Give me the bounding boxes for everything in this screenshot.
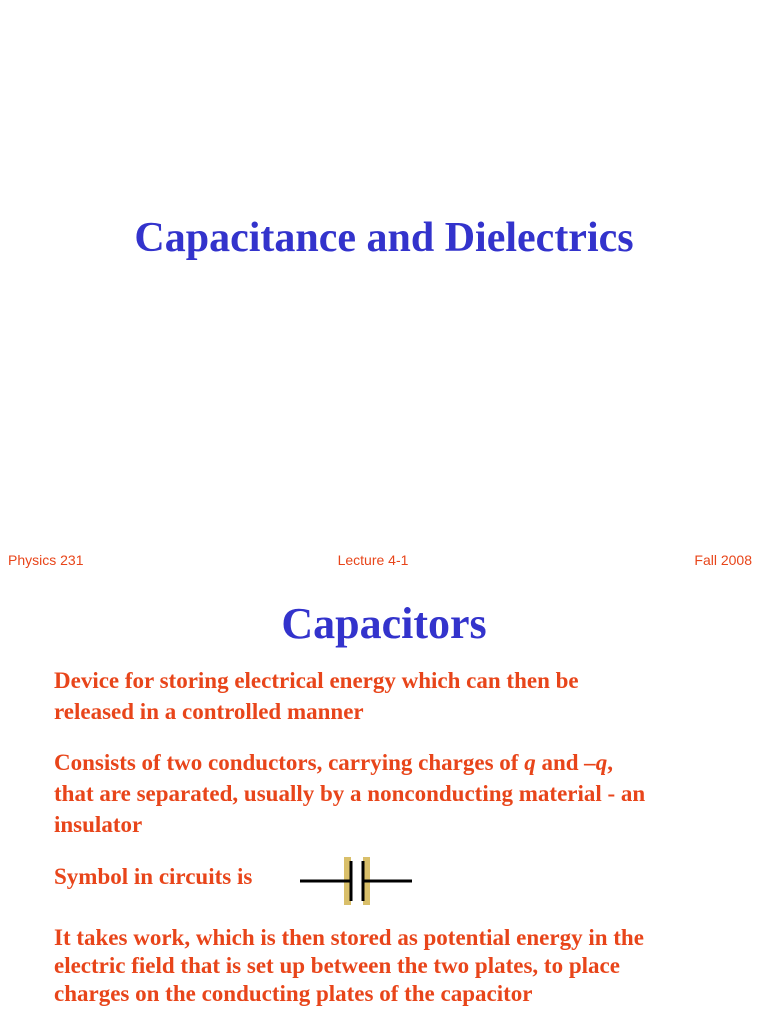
paragraph-work	[54, 924, 754, 1008]
section-title: Capacitors	[281, 599, 487, 648]
slide-title: Capacitance and Dielectrics	[134, 215, 634, 261]
paragraph-line: that are separated, usually by a nonconducting material - an	[54, 781, 646, 806]
footer-course: Physics 231	[8, 552, 84, 568]
paragraph-line: It takes work, which is then stored as potential energy in the	[54, 925, 644, 950]
charge-q: q	[524, 750, 536, 775]
paragraph-definition	[54, 665, 754, 727]
capacitor-symbol-icon	[298, 855, 414, 907]
paragraph-line: released in a controlled manner	[54, 699, 364, 724]
paragraph-line: insulator	[54, 812, 143, 837]
paragraph-text: and	[535, 750, 585, 775]
paragraph-line: electric field that is set up between the two plates, to place	[54, 953, 620, 978]
footer-term: Fall 2008	[694, 552, 752, 568]
paragraph-conductors	[54, 747, 754, 840]
paragraph-line: charges on the conducting plates of the capacitor	[54, 981, 533, 1006]
paragraph-line: Device for storing electrical energy which can then be	[54, 668, 579, 693]
charge-neg-q: –q	[584, 750, 608, 775]
paragraph-line: Consists of two conductors, carrying charges of	[54, 750, 525, 775]
paragraph-text: ,	[607, 750, 614, 775]
paragraph-line: Symbol in circuits is	[54, 864, 253, 889]
footer-lecture: Lecture 4-1	[337, 552, 409, 568]
